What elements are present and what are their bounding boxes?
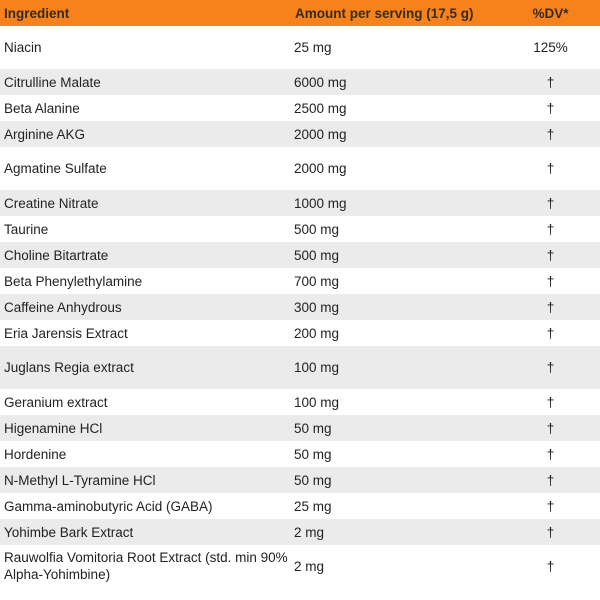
ingredient-amount: 500 mg [294,247,340,263]
ingredient-dv: † [546,161,555,176]
ingredient-name: Citrulline Malate [4,74,101,90]
ingredient-amount: 300 mg [294,299,340,315]
ingredient-name: Juglans Regia extract [4,360,134,375]
table-row [0,441,600,467]
table-row [0,95,600,121]
ingredient-name: Creatine Nitrate [4,195,99,211]
table-row [0,190,600,216]
table-header [0,0,600,26]
ingredient-amount: 6000 mg [294,74,347,90]
ingredient-name: Niacin [4,40,42,55]
ingredient-name: N-Methyl L-Tyramine HCl [4,472,156,488]
ingredient-amount: 100 mg [294,360,340,375]
ingredient-amount: 500 mg [294,221,340,237]
ingredient-amount: 100 mg [294,394,340,410]
table-row [0,415,600,441]
ingredient-name: Beta Alanine [4,100,80,116]
ingredient-name: Gamma-aminobutyric Acid (GABA) [4,498,213,514]
ingredient-name: Rauwolfia Vomitoria Root Extract (std. min 90% Alpha-Yohimbine) [4,550,288,582]
ingredient-amount: 1000 mg [294,195,347,211]
ingredient-dv: 125% [533,40,568,55]
ingredient-name: Agmatine Sulfate [4,161,107,176]
table-row [0,294,600,320]
table-row [0,26,600,69]
table-row [0,216,600,242]
table-row [0,545,600,587]
table-row [0,147,600,190]
ingredient-name: Geranium extract [4,394,108,410]
table-row [0,346,600,389]
ingredient-dv: † [546,558,555,574]
ingredient-amount: 50 mg [294,472,332,488]
ingredient-dv: † [546,524,555,540]
ingredient-dv: † [546,299,555,315]
header-dv: %DV* [532,5,569,21]
ingredient-dv: † [546,126,555,142]
table-row [0,268,600,294]
ingredient-name: Choline Bitartrate [4,247,109,263]
ingredient-amount: 2 mg [294,558,325,574]
ingredient-amount: 2000 mg [294,161,347,176]
ingredient-dv: † [546,325,555,341]
ingredient-dv: † [546,247,555,263]
ingredient-amount: 2000 mg [294,126,347,142]
ingredient-dv: † [546,420,555,436]
ingredient-amount: 50 mg [294,420,332,436]
ingredient-amount: 2500 mg [294,100,347,116]
ingredient-dv: † [546,273,555,289]
ingredient-dv: † [546,360,555,375]
table-row [0,320,600,346]
ingredient-amount: 50 mg [294,446,332,462]
table-row [0,493,600,519]
ingredient-name: Taurine [4,221,49,237]
ingredient-dv: † [546,472,555,488]
ingredient-name: Higenamine HCl [4,420,103,436]
table-row [0,69,600,95]
table-row [0,242,600,268]
ingredient-dv: † [546,100,555,116]
ingredient-name: Hordenine [4,446,67,462]
ingredient-dv: † [546,394,555,410]
header-amount: Amount per serving (17,5 g) [295,5,474,21]
ingredient-amount: 200 mg [294,325,340,341]
ingredient-dv: † [546,74,555,90]
table-row [0,389,600,415]
ingredient-dv: † [546,446,555,462]
table-row [0,519,600,545]
ingredient-amount: 25 mg [294,498,332,514]
ingredient-dv: † [546,498,555,514]
ingredient-name: Yohimbe Bark Extract [4,524,134,540]
header-ingredient: Ingredient [4,5,70,21]
table-row [0,467,600,493]
ingredient-amount: 25 mg [294,40,332,55]
ingredient-name: Eria Jarensis Extract [4,325,128,341]
ingredient-dv: † [546,221,555,237]
ingredient-dv: † [546,195,555,211]
ingredient-amount: 2 mg [294,524,325,540]
table-row [0,121,600,147]
ingredient-name: Beta Phenylethylamine [4,273,143,289]
ingredient-name: Caffeine Anhydrous [4,299,122,315]
ingredient-name: Arginine AKG [4,126,86,142]
ingredient-amount: 700 mg [294,273,340,289]
